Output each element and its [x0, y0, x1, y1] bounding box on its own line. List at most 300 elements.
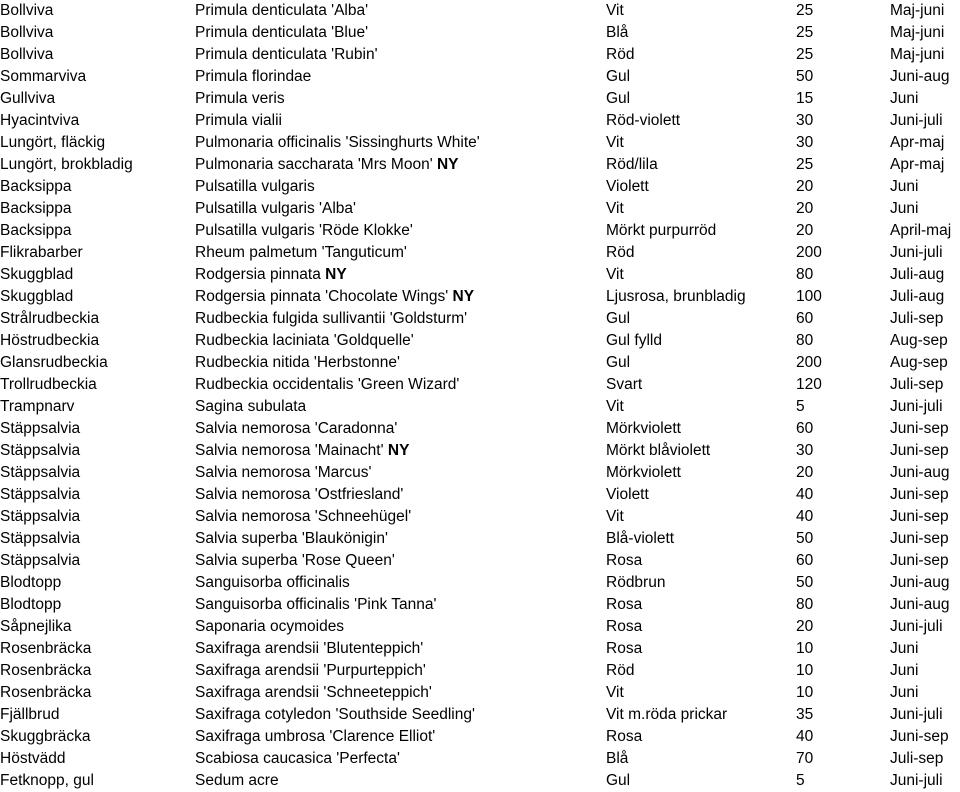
cell-color	[606, 110, 796, 132]
bloom-text: Aug-sep	[890, 332, 948, 349]
height-text: 120	[796, 376, 822, 393]
cell-latin-name	[195, 770, 606, 792]
cell-bloom	[890, 682, 960, 704]
cell-color	[606, 330, 796, 352]
height-text: 35	[796, 706, 814, 723]
latin-name-text: Primula florindae	[195, 68, 312, 85]
latin-name-text: Primula denticulata 'Alba'	[195, 2, 369, 19]
cell-color	[606, 66, 796, 88]
common-name-text: Backsippa	[0, 178, 72, 195]
cell-height	[796, 352, 890, 374]
latin-name-text: Saxifraga arendsii 'Purpurteppich'	[195, 662, 426, 679]
cell-color	[606, 484, 796, 506]
table-row	[0, 264, 960, 286]
cell-common-name	[0, 66, 195, 88]
cell-common-name	[0, 528, 195, 550]
cell-common-name	[0, 418, 195, 440]
bloom-text: Juni-sep	[890, 442, 949, 459]
common-name-text: Backsippa	[0, 222, 72, 239]
cell-color	[606, 0, 796, 22]
cell-latin-name	[195, 616, 606, 638]
color-text: Rödbrun	[606, 574, 666, 591]
cell-common-name	[0, 176, 195, 198]
cell-bloom	[890, 748, 960, 770]
height-text: 15	[796, 90, 814, 107]
color-text: Vit	[606, 2, 624, 19]
table-row	[0, 594, 960, 616]
cell-color	[606, 462, 796, 484]
bloom-text: Juni	[890, 640, 919, 657]
bloom-text: Maj-juni	[890, 46, 945, 63]
bloom-text: Aug-sep	[890, 354, 948, 371]
latin-name-text: Rudbeckia occidentalis 'Green Wizard'	[195, 376, 460, 393]
color-text: Vit	[606, 398, 624, 415]
cell-common-name	[0, 264, 195, 286]
bloom-text: Juni-aug	[890, 596, 950, 613]
table-row	[0, 66, 960, 88]
color-text: Gul	[606, 772, 631, 789]
color-text: Rosa	[606, 640, 643, 657]
cell-color	[606, 682, 796, 704]
bloom-text: Juli-sep	[890, 376, 944, 393]
cell-height	[796, 176, 890, 198]
bloom-text: Juni-sep	[890, 486, 949, 503]
cell-common-name	[0, 506, 195, 528]
height-text: 50	[796, 530, 814, 547]
cell-latin-name	[195, 396, 606, 418]
cell-common-name	[0, 44, 195, 66]
bloom-text: April-maj	[890, 222, 952, 239]
cell-bloom	[890, 88, 960, 110]
cell-height	[796, 594, 890, 616]
height-text: 25	[796, 2, 814, 19]
height-text: 70	[796, 750, 814, 767]
height-text: 20	[796, 178, 814, 195]
height-text: 25	[796, 24, 814, 41]
table-row	[0, 242, 960, 264]
color-text: Röd	[606, 662, 635, 679]
common-name-text: Sommarviva	[0, 68, 87, 85]
latin-name-text: Saxifraga umbrosa 'Clarence Elliot'	[195, 728, 436, 745]
height-text: 5	[796, 772, 805, 789]
cell-common-name	[0, 682, 195, 704]
cell-latin-name	[195, 242, 606, 264]
latin-name-text: Saxifraga cotyledon 'Southside Seedling'	[195, 706, 475, 723]
cell-height	[796, 418, 890, 440]
cell-latin-name	[195, 44, 606, 66]
cell-bloom	[890, 660, 960, 682]
cell-height	[796, 506, 890, 528]
color-text: Blå	[606, 750, 629, 767]
table-row	[0, 374, 960, 396]
cell-color	[606, 220, 796, 242]
common-name-text: Skuggbräcka	[0, 728, 91, 745]
cell-latin-name	[195, 352, 606, 374]
color-text: Blå-violett	[606, 530, 675, 547]
cell-height	[796, 484, 890, 506]
common-name-text: Skuggblad	[0, 266, 74, 283]
height-text: 40	[796, 728, 814, 745]
cell-common-name	[0, 154, 195, 176]
cell-latin-name	[195, 220, 606, 242]
cell-latin-name	[195, 484, 606, 506]
bloom-text: Juni-aug	[890, 68, 950, 85]
latin-name-text: Saxifraga arendsii 'Blutenteppich'	[195, 640, 424, 657]
latin-name-text: Saponaria ocymoides	[195, 618, 345, 635]
latin-name-text: Rudbeckia fulgida sullivantii 'Goldsturm'	[195, 310, 468, 327]
latin-name-text: Salvia superba 'Rose Queen'	[195, 552, 395, 569]
latin-name-text: Sanguisorba officinalis 'Pink Tanna'	[195, 596, 437, 613]
cell-color	[606, 374, 796, 396]
common-name-text: Rosenbräcka	[0, 684, 92, 701]
cell-bloom	[890, 198, 960, 220]
cell-common-name	[0, 638, 195, 660]
height-text: 20	[796, 200, 814, 217]
cell-common-name	[0, 110, 195, 132]
cell-latin-name	[195, 176, 606, 198]
cell-latin-name	[195, 550, 606, 572]
cell-height	[796, 0, 890, 22]
cell-common-name	[0, 616, 195, 638]
latin-name-text: Sanguisorba officinalis	[195, 574, 350, 591]
latin-name-text: Sagina subulata	[195, 398, 307, 415]
color-text: Röd-violett	[606, 112, 681, 129]
new-badge: NY	[436, 156, 459, 173]
cell-height	[796, 440, 890, 462]
bloom-text: Juni-sep	[890, 552, 949, 569]
cell-latin-name	[195, 462, 606, 484]
cell-color	[606, 550, 796, 572]
height-text: 80	[796, 266, 814, 283]
cell-common-name	[0, 374, 195, 396]
height-text: 10	[796, 640, 814, 657]
bloom-text: Juni-sep	[890, 508, 949, 525]
color-text: Vit	[606, 266, 624, 283]
new-badge: NY	[387, 442, 410, 459]
cell-color	[606, 44, 796, 66]
height-text: 10	[796, 684, 814, 701]
cell-common-name	[0, 440, 195, 462]
cell-height	[796, 616, 890, 638]
cell-height	[796, 198, 890, 220]
cell-color	[606, 638, 796, 660]
cell-height	[796, 660, 890, 682]
cell-latin-name	[195, 264, 606, 286]
cell-common-name	[0, 88, 195, 110]
common-name-text: Bollviva	[0, 46, 54, 63]
cell-height	[796, 638, 890, 660]
cell-height	[796, 550, 890, 572]
cell-color	[606, 572, 796, 594]
cell-color	[606, 704, 796, 726]
cell-color	[606, 528, 796, 550]
cell-bloom	[890, 550, 960, 572]
cell-latin-name	[195, 572, 606, 594]
color-text: Vit	[606, 134, 624, 151]
cell-bloom	[890, 308, 960, 330]
table-row	[0, 286, 960, 308]
height-text: 30	[796, 442, 814, 459]
table-row	[0, 0, 960, 22]
cell-bloom	[890, 770, 960, 792]
cell-latin-name	[195, 528, 606, 550]
cell-height	[796, 330, 890, 352]
common-name-text: Såpnejlika	[0, 618, 72, 635]
cell-color	[606, 660, 796, 682]
cell-latin-name	[195, 726, 606, 748]
table-row	[0, 770, 960, 792]
height-text: 10	[796, 662, 814, 679]
bloom-text: Juni-sep	[890, 530, 949, 547]
cell-latin-name	[195, 308, 606, 330]
cell-bloom	[890, 132, 960, 154]
cell-common-name	[0, 0, 195, 22]
cell-common-name	[0, 396, 195, 418]
latin-name-text: Pulsatilla vulgaris 'Alba'	[195, 200, 356, 217]
table-row	[0, 418, 960, 440]
table-row	[0, 132, 960, 154]
color-text: Mörkviolett	[606, 420, 681, 437]
color-text: Rosa	[606, 728, 643, 745]
cell-color	[606, 176, 796, 198]
cell-height	[796, 22, 890, 44]
height-text: 200	[796, 244, 822, 261]
table-row	[0, 572, 960, 594]
cell-common-name	[0, 330, 195, 352]
cell-height	[796, 726, 890, 748]
color-text: Röd	[606, 46, 635, 63]
bloom-text: Juni	[890, 178, 919, 195]
color-text: Violett	[606, 486, 649, 503]
common-name-text: Stäppsalvia	[0, 420, 81, 437]
cell-bloom	[890, 44, 960, 66]
height-text: 25	[796, 46, 814, 63]
latin-name-text: Primula denticulata 'Blue'	[195, 24, 369, 41]
cell-color	[606, 418, 796, 440]
table-row	[0, 22, 960, 44]
common-name-text: Blodtopp	[0, 596, 62, 613]
table-row	[0, 462, 960, 484]
table-row	[0, 726, 960, 748]
latin-name-text: Salvia nemorosa 'Marcus'	[195, 464, 372, 481]
cell-bloom	[890, 66, 960, 88]
color-text: Ljusrosa, brunbladig	[606, 288, 746, 305]
height-text: 50	[796, 574, 814, 591]
cell-bloom	[890, 352, 960, 374]
common-name-text: Blodtopp	[0, 574, 62, 591]
cell-latin-name	[195, 440, 606, 462]
new-badge: NY	[452, 288, 475, 305]
color-text: Röd	[606, 244, 635, 261]
table-row	[0, 220, 960, 242]
cell-height	[796, 748, 890, 770]
cell-bloom	[890, 462, 960, 484]
height-text: 200	[796, 354, 822, 371]
table-row	[0, 638, 960, 660]
bloom-text: Juli-sep	[890, 750, 944, 767]
latin-name-text: Rodgersia pinnata 'Chocolate Wings'	[195, 288, 449, 305]
cell-bloom	[890, 528, 960, 550]
cell-height	[796, 682, 890, 704]
cell-bloom	[890, 418, 960, 440]
cell-height	[796, 462, 890, 484]
color-text: Röd/lila	[606, 156, 658, 173]
height-text: 60	[796, 420, 814, 437]
cell-bloom	[890, 484, 960, 506]
height-text: 60	[796, 552, 814, 569]
cell-latin-name	[195, 704, 606, 726]
common-name-text: Rosenbräcka	[0, 662, 92, 679]
bloom-text: Apr-maj	[890, 134, 945, 151]
cell-height	[796, 374, 890, 396]
cell-color	[606, 286, 796, 308]
cell-bloom	[890, 286, 960, 308]
latin-name-text: Rheum palmetum 'Tanguticum'	[195, 244, 407, 261]
cell-latin-name	[195, 286, 606, 308]
bloom-text: Juni	[890, 200, 919, 217]
cell-color	[606, 308, 796, 330]
cell-latin-name	[195, 132, 606, 154]
cell-bloom	[890, 704, 960, 726]
latin-name-text: Rodgersia pinnata	[195, 266, 321, 283]
common-name-text: Stäppsalvia	[0, 508, 81, 525]
cell-color	[606, 594, 796, 616]
cell-common-name	[0, 484, 195, 506]
cell-latin-name	[195, 88, 606, 110]
common-name-text: Gullviva	[0, 90, 56, 107]
cell-height	[796, 396, 890, 418]
bloom-text: Juni-juli	[890, 244, 943, 261]
latin-name-text: Salvia nemorosa 'Ostfriesland'	[195, 486, 404, 503]
height-text: 20	[796, 222, 814, 239]
table-row	[0, 660, 960, 682]
common-name-text: Stäppsalvia	[0, 464, 81, 481]
bloom-text: Maj-juni	[890, 2, 945, 19]
bloom-text: Maj-juni	[890, 24, 945, 41]
cell-latin-name	[195, 682, 606, 704]
latin-name-text: Pulsatilla vulgaris	[195, 178, 315, 195]
common-name-text: Bollviva	[0, 2, 54, 19]
bloom-text: Juni-sep	[890, 420, 949, 437]
bloom-text: Juni-juli	[890, 618, 943, 635]
cell-color	[606, 154, 796, 176]
cell-height	[796, 704, 890, 726]
cell-common-name	[0, 132, 195, 154]
cell-bloom	[890, 396, 960, 418]
table-row	[0, 44, 960, 66]
cell-height	[796, 88, 890, 110]
cell-color	[606, 748, 796, 770]
table-row	[0, 440, 960, 462]
cell-color	[606, 22, 796, 44]
cell-latin-name	[195, 22, 606, 44]
common-name-text: Stäppsalvia	[0, 552, 81, 569]
latin-name-text: Salvia nemorosa 'Mainacht'	[195, 442, 384, 459]
cell-latin-name	[195, 66, 606, 88]
table-row	[0, 550, 960, 572]
cell-common-name	[0, 352, 195, 374]
cell-common-name	[0, 748, 195, 770]
cell-height	[796, 66, 890, 88]
color-text: Vit	[606, 200, 624, 217]
table-row	[0, 88, 960, 110]
bloom-text: Juni-juli	[890, 112, 943, 129]
color-text: Gul fylld	[606, 332, 662, 349]
common-name-text: Lungört, brokbladig	[0, 156, 133, 173]
bloom-text: Juli-aug	[890, 288, 945, 305]
common-name-text: Rosenbräcka	[0, 640, 92, 657]
cell-latin-name	[195, 638, 606, 660]
latin-name-text: Primula veris	[195, 90, 285, 107]
common-name-text: Trampnarv	[0, 398, 75, 415]
height-text: 20	[796, 464, 814, 481]
height-text: 80	[796, 332, 814, 349]
latin-name-text: Sedum acre	[195, 772, 279, 789]
latin-name-text: Salvia superba 'Blaukönigin'	[195, 530, 388, 547]
common-name-text: Hyacintviva	[0, 112, 80, 129]
height-text: 50	[796, 68, 814, 85]
color-text: Gul	[606, 354, 631, 371]
bloom-text: Juni-juli	[890, 398, 943, 415]
table-row	[0, 110, 960, 132]
latin-name-text: Rudbeckia laciniata 'Goldquelle'	[195, 332, 414, 349]
cell-bloom	[890, 154, 960, 176]
table-row	[0, 396, 960, 418]
color-text: Rosa	[606, 596, 643, 613]
cell-color	[606, 242, 796, 264]
cell-bloom	[890, 242, 960, 264]
cell-height	[796, 286, 890, 308]
table-row	[0, 704, 960, 726]
height-text: 40	[796, 508, 814, 525]
height-text: 80	[796, 596, 814, 613]
cell-height	[796, 154, 890, 176]
latin-name-text: Pulmonaria saccharata 'Mrs Moon'	[195, 156, 433, 173]
cell-common-name	[0, 572, 195, 594]
table-row	[0, 308, 960, 330]
cell-height	[796, 242, 890, 264]
height-text: 100	[796, 288, 822, 305]
cell-height	[796, 528, 890, 550]
cell-bloom	[890, 374, 960, 396]
table-row	[0, 154, 960, 176]
cell-bloom	[890, 726, 960, 748]
bloom-text: Juni-aug	[890, 464, 950, 481]
height-text: 25	[796, 156, 814, 173]
cell-color	[606, 88, 796, 110]
cell-common-name	[0, 286, 195, 308]
cell-color	[606, 352, 796, 374]
height-text: 30	[796, 134, 814, 151]
table-row	[0, 682, 960, 704]
cell-common-name	[0, 242, 195, 264]
cell-bloom	[890, 0, 960, 22]
cell-color	[606, 198, 796, 220]
common-name-text: Strålrudbeckia	[0, 310, 100, 327]
common-name-text: Skuggblad	[0, 288, 74, 305]
cell-bloom	[890, 616, 960, 638]
cell-bloom	[890, 110, 960, 132]
common-name-text: Fetknopp, gul	[0, 772, 94, 789]
common-name-text: Backsippa	[0, 200, 72, 217]
table-row	[0, 748, 960, 770]
height-text: 5	[796, 398, 805, 415]
cell-latin-name	[195, 594, 606, 616]
latin-name-text: Saxifraga arendsii 'Schneeteppich'	[195, 684, 432, 701]
cell-color	[606, 616, 796, 638]
color-text: Gul	[606, 310, 631, 327]
cell-common-name	[0, 220, 195, 242]
